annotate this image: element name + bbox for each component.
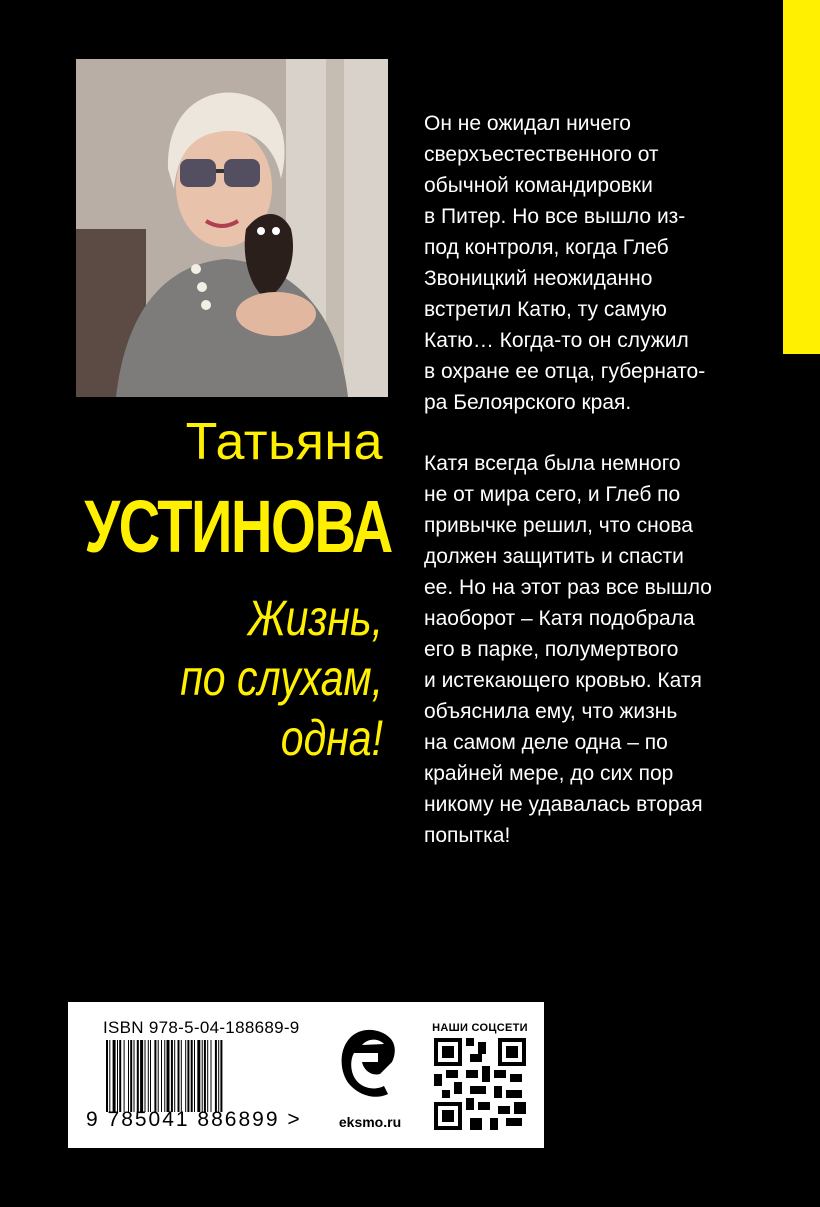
barcode-bar: [194, 1040, 195, 1112]
barcode-bar: [204, 1040, 206, 1112]
barcode-bar: [167, 1040, 170, 1112]
barcode-bar: [124, 1040, 125, 1112]
author-photo-illustration: [76, 59, 388, 397]
barcode-bar: [164, 1040, 165, 1112]
barcode-bar: [140, 1040, 143, 1112]
book-title-line: по слухам,: [180, 650, 383, 706]
barcode-bar: [150, 1040, 151, 1112]
social-label: НАШИ СОЦСЕТИ: [432, 1022, 528, 1034]
barcode-bar: [215, 1040, 217, 1112]
barcode-bar: [174, 1040, 175, 1112]
barcode-bar: [158, 1040, 159, 1112]
barcode-bar: [161, 1040, 162, 1112]
barcode-bar: [128, 1040, 129, 1112]
yellow-accent-stripe: [783, 0, 820, 354]
blurb-paragraph: Катя всегда была немного не от мира сего, и Глеб по привычке решил, что снова должен защитить и спасти ее. Но на этот раз все вышло наоборот – Катя подобрала его в парке, полумертвого и истекающего кровью. Катя объяснила ему, что жизнь на самом деле одна – по крайней мере, до сих пор никому не удавалась вторая попытка!: [424, 452, 712, 847]
barcode-bar: [218, 1040, 219, 1112]
book-title-line: одна!: [280, 710, 383, 766]
barcode-bar: [154, 1040, 156, 1112]
barcode-bar: [191, 1040, 193, 1112]
barcode-bar: [220, 1040, 222, 1112]
author-last-name: УСТИНОВА: [84, 485, 392, 568]
barcode-bar: [117, 1040, 118, 1112]
barcode-bar: [106, 1040, 108, 1112]
publisher-url: eksmo.ru: [338, 1114, 402, 1130]
barcode-bar: [134, 1040, 135, 1112]
barcode-bar: [137, 1040, 139, 1112]
barcode-bar: [171, 1040, 173, 1112]
barcode-bar: [187, 1040, 189, 1112]
book-title: [69, 588, 383, 768]
barcode-bar: [113, 1040, 116, 1112]
barcode-bar: [181, 1040, 182, 1112]
eksmo-logo-icon: [338, 1024, 400, 1106]
barcode-bar: [202, 1040, 203, 1112]
barcode-bar: [178, 1040, 180, 1112]
barcode-panel: [68, 1002, 544, 1148]
barcode-bar: [148, 1040, 149, 1112]
qr-code-icon: [434, 1038, 526, 1130]
barcode-bar: [211, 1040, 212, 1112]
barcode-bar: [119, 1040, 121, 1112]
book-blurb: [424, 108, 744, 881]
barcode-bar: [197, 1040, 200, 1112]
isbn-label: ISBN 978-5-04-188689-9: [103, 1018, 300, 1037]
barcode-digits: 9 785041 886899 >: [86, 1108, 302, 1131]
barcode-bar: [207, 1040, 208, 1112]
barcode-bar: [109, 1040, 110, 1112]
blurb-paragraph: Он не ожидал ничего сверхъестественного от обычной командировки в Питер. Но все вышло из- под контроля, когда Глеб Звоницкий неожиданно встретил Катю, ту самую Катю… Когда-то он служил в охране ее отца, губернато- ра Белоярского края.: [424, 112, 706, 414]
barcode-icon: [106, 1040, 298, 1112]
barcode-bar: [185, 1040, 186, 1112]
book-title-line: Жизнь,: [248, 590, 383, 646]
author-photo: [76, 59, 388, 397]
barcode-bar: [145, 1040, 146, 1112]
author-first-name: Татьяна: [185, 413, 383, 471]
barcode-bar: [130, 1040, 132, 1112]
